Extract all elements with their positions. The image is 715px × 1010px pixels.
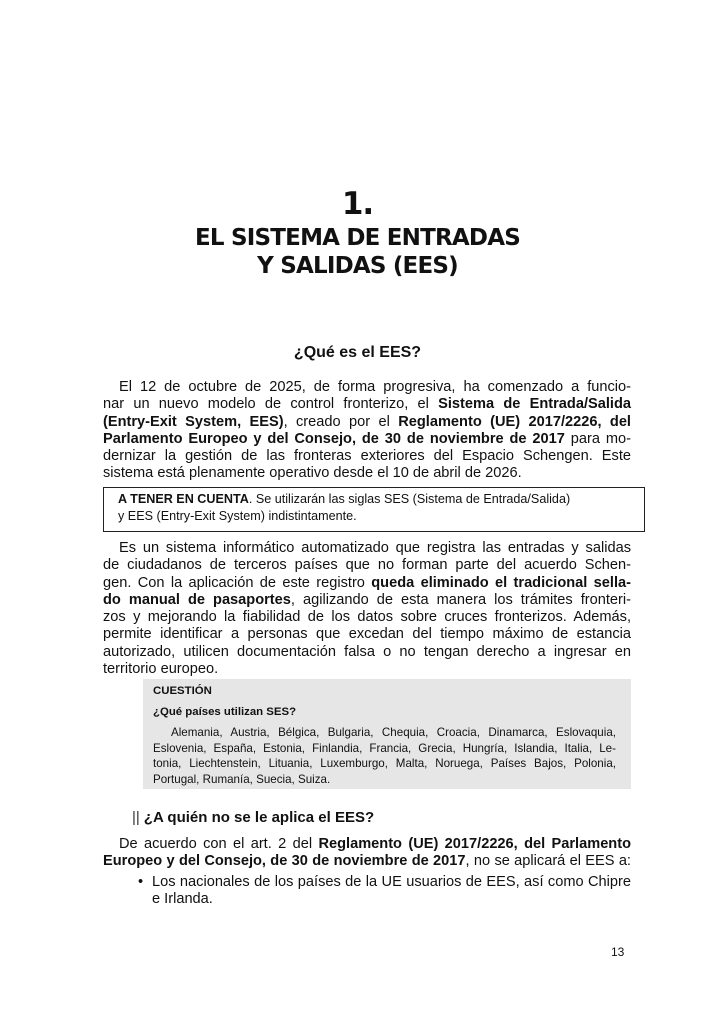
paragraph-line: (Entry-Exit System, EES), creado por el Reglamento (UE) 2017/2226, del [103, 413, 631, 430]
paragraph-system-description [103, 540, 631, 678]
paragraph-line: do manual de pasaportes, agilizando de esta manera los trámites fronteri- [103, 591, 631, 608]
paragraph-line: Es un sistema informático automatizado que registra las entradas y salidas [119, 540, 631, 556]
paragraph-line: permite identificar a personas que excedan del tiempo máximo de estancia [103, 626, 631, 643]
paragraph-intro [103, 379, 631, 483]
answer-line: Eslovenia, España, Estonia, Finlandia, Francia, Grecia, Hungría, Islandia, Italia, Le- [153, 741, 616, 755]
paragraph-line: Europeo y del Consejo, de 30 de noviembre de 2017, no se aplicará el EES a: [103, 853, 631, 870]
question-text: ¿Qué países utilizan SES? [153, 706, 297, 718]
answer-line: tonia, Liechtenstein, Lituania, Luxemburgo, Malta, Noruega, Países Bajos, Polonia, [153, 757, 616, 771]
section-marker: || [132, 809, 140, 826]
paragraph-line: gen. Con la aplicación de este registro queda eliminado el tradicional sella- [103, 574, 631, 591]
bullet-icon: • [138, 874, 144, 890]
note-line-1: A TENER EN CUENTA. Se utilizarán las siglas SES (Sistema de Entrada/Salida) [118, 492, 571, 506]
bullet-text [152, 874, 631, 909]
paragraph-line: de ciudadanos de terceros países que no forman parte del acuerdo Schen- [103, 557, 631, 574]
page-number: 13 [611, 945, 625, 959]
note-box [103, 487, 645, 532]
note-line-2: y EES (Entry-Exit System) indistintamente. [118, 509, 357, 523]
answer-line: Alemania, Austria, Bélgica, Bulgaria, Chequia, Croacia, Dinamarca, Eslovaquia, [171, 726, 616, 739]
paragraph-exemptions [103, 836, 631, 871]
chapter-title-line-1: EL SISTEMA DE ENTRADAS [195, 225, 520, 251]
bullet-line: e Irlanda. [152, 891, 213, 908]
bullet-line: Los nacionales de los países de la UE usuarios de EES, así como Chipre [152, 874, 631, 890]
paragraph-line: El 12 de octubre de 2025, de forma progresiva, ha comenzado a funcio- [119, 379, 631, 395]
paragraph-line: dernizar la gestión de las fronteras exteriores del Espacio Schengen. Este [103, 448, 631, 465]
chapter-title-line-2: Y SALIDAS (EES) [257, 253, 458, 279]
paragraph-line: sistema está plenamente operativo desde el 10 de abril de 2026. [103, 465, 522, 482]
paragraph-line: territorio europeo. [103, 661, 219, 678]
chapter-number: 1. [341, 186, 374, 222]
section-heading-exemptions [132, 809, 374, 826]
paragraph-line: nar un nuevo modelo de control fronterizo, el Sistema de Entrada/Salida [103, 396, 631, 413]
chapter-title [0, 224, 715, 280]
note-label: A TENER EN CUENTA [118, 492, 249, 506]
question-box [143, 679, 631, 789]
question-answer [153, 725, 616, 787]
section-heading-text: ¿A quién no se le aplica el EES? [143, 809, 375, 826]
question-label: CUESTIÓN [153, 685, 212, 697]
paragraph-line: Parlamento Europeo y del Consejo, de 30 de noviembre de 2017 para mo- [103, 430, 631, 447]
paragraph-line: De acuerdo con el art. 2 del Reglamento (UE) 2017/2226, del Parlamento [119, 836, 631, 852]
section-heading-what-is-ees: ¿Qué es el EES? [293, 344, 422, 361]
paragraph-line: autorizado, utilicen documentación falsa o no tengan derecho a ingresar en [103, 643, 631, 660]
paragraph-line: zos y mejorando la fiabilidad de los datos sobre cruces fronterizos. Además, [103, 609, 631, 626]
answer-line: Portugal, Rumanía, Suecia, Suiza. [153, 772, 331, 786]
